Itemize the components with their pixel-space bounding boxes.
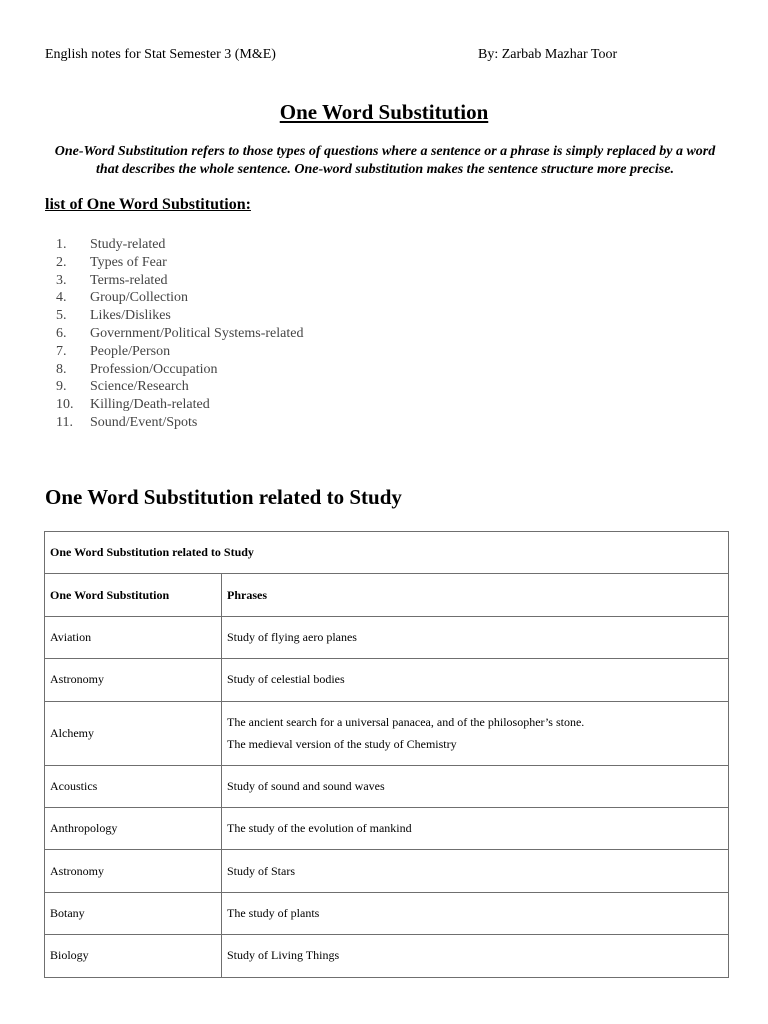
table-row bbox=[45, 659, 729, 701]
list-item-number: 5. bbox=[56, 308, 67, 324]
phrase-line: Study of Stars bbox=[227, 863, 296, 878]
table-caption-row bbox=[45, 532, 729, 574]
table-row bbox=[45, 765, 729, 807]
phrase-line: The ancient search for a universal panacea, and of the philosopher’s stone. bbox=[227, 715, 585, 730]
phrase-line: The study of plants bbox=[227, 905, 320, 920]
list-item-number: 9. bbox=[56, 379, 67, 395]
phrase-cell bbox=[222, 935, 729, 977]
list-item bbox=[56, 236, 303, 254]
table-row bbox=[45, 807, 729, 849]
list-item-label: Sound/Event/Spots bbox=[90, 414, 198, 430]
word-cell: Astronomy bbox=[45, 659, 222, 701]
list-item bbox=[56, 378, 303, 396]
word-cell: Anthropology bbox=[45, 807, 222, 849]
table-row bbox=[45, 935, 729, 977]
document-title: One Word Substitution bbox=[279, 100, 489, 124]
phrase-cell bbox=[222, 892, 729, 934]
list-item bbox=[56, 325, 303, 343]
list-item-label: Science/Research bbox=[90, 379, 189, 395]
list-item-number: 2. bbox=[56, 254, 67, 270]
table-row bbox=[45, 850, 729, 892]
list-item bbox=[56, 396, 303, 414]
phrase-line: Study of flying aero planes bbox=[227, 629, 357, 644]
list-item-number: 4. bbox=[56, 290, 67, 306]
word-cell: Astronomy bbox=[45, 850, 222, 892]
list-item-label: Types of Fear bbox=[90, 254, 167, 270]
phrase-line: Study of celestial bodies bbox=[227, 672, 345, 687]
phrase-cell bbox=[222, 807, 729, 849]
list-item-label: Profession/Occupation bbox=[90, 361, 218, 377]
study-table bbox=[44, 531, 729, 978]
list-item bbox=[56, 307, 303, 325]
intro-paragraph: One-Word Substitution refers to those types of questions where a sentence or a phrase is simply replaced by a word that describes the whole sentence. One-word substitution makes the sentence structure more precise. bbox=[54, 144, 716, 177]
table-row bbox=[45, 616, 729, 658]
table-header-row bbox=[45, 574, 729, 616]
list-item-number: 1. bbox=[56, 237, 67, 252]
category-list bbox=[56, 236, 303, 432]
list-item-label: Terms-related bbox=[90, 272, 168, 288]
table-caption: One Word Substitution related to Study bbox=[45, 532, 729, 574]
column-header-phrases: Phrases bbox=[222, 574, 729, 616]
phrase-cell bbox=[222, 850, 729, 892]
phrase-cell bbox=[222, 765, 729, 807]
list-item-number: 7. bbox=[56, 343, 67, 359]
word-cell: Acoustics bbox=[45, 765, 222, 807]
list-heading: list of One Word Substitution: bbox=[45, 196, 251, 213]
header-author-label: By: Zarbab Mazhar Toor bbox=[478, 47, 618, 62]
word-cell: Aviation bbox=[45, 616, 222, 658]
list-item bbox=[56, 254, 303, 272]
phrase-cell bbox=[222, 659, 729, 701]
table-row bbox=[45, 701, 729, 765]
list-item-label: Likes/Dislikes bbox=[90, 308, 171, 324]
list-item-label: People/Person bbox=[90, 343, 171, 359]
list-item-label: Government/Political Systems-related bbox=[90, 325, 304, 341]
list-item-number: 6. bbox=[56, 325, 67, 341]
phrase-cell bbox=[222, 616, 729, 658]
list-item bbox=[56, 289, 303, 307]
list-item bbox=[56, 414, 303, 432]
header-course-label: English notes for Stat Semester 3 (M&E) bbox=[45, 47, 276, 62]
list-item-number: 10. bbox=[56, 397, 74, 413]
phrase-line: The study of the evolution of mankind bbox=[227, 821, 412, 836]
table-row bbox=[45, 892, 729, 934]
list-item-number: 3. bbox=[56, 272, 67, 288]
list-item bbox=[56, 343, 303, 361]
list-item-number: 8. bbox=[56, 361, 67, 377]
phrase-line: Study of sound and sound waves bbox=[227, 778, 385, 793]
list-item-number: 11. bbox=[56, 414, 73, 430]
phrase-line: Study of Living Things bbox=[227, 948, 340, 963]
column-header-word: One Word Substitution bbox=[45, 574, 222, 616]
word-cell: Botany bbox=[45, 892, 222, 934]
word-cell: Alchemy bbox=[45, 701, 222, 765]
list-item bbox=[56, 361, 303, 379]
phrase-line: The medieval version of the study of Chemistry bbox=[227, 737, 457, 752]
list-item-label: Killing/Death-related bbox=[90, 397, 210, 413]
list-item-label: Group/Collection bbox=[90, 290, 188, 306]
word-cell: Biology bbox=[45, 935, 222, 977]
list-item bbox=[56, 272, 303, 290]
phrase-cell bbox=[222, 701, 729, 765]
list-item-label: Study-related bbox=[90, 237, 166, 252]
section-heading: One Word Substitution related to Study bbox=[45, 485, 402, 509]
